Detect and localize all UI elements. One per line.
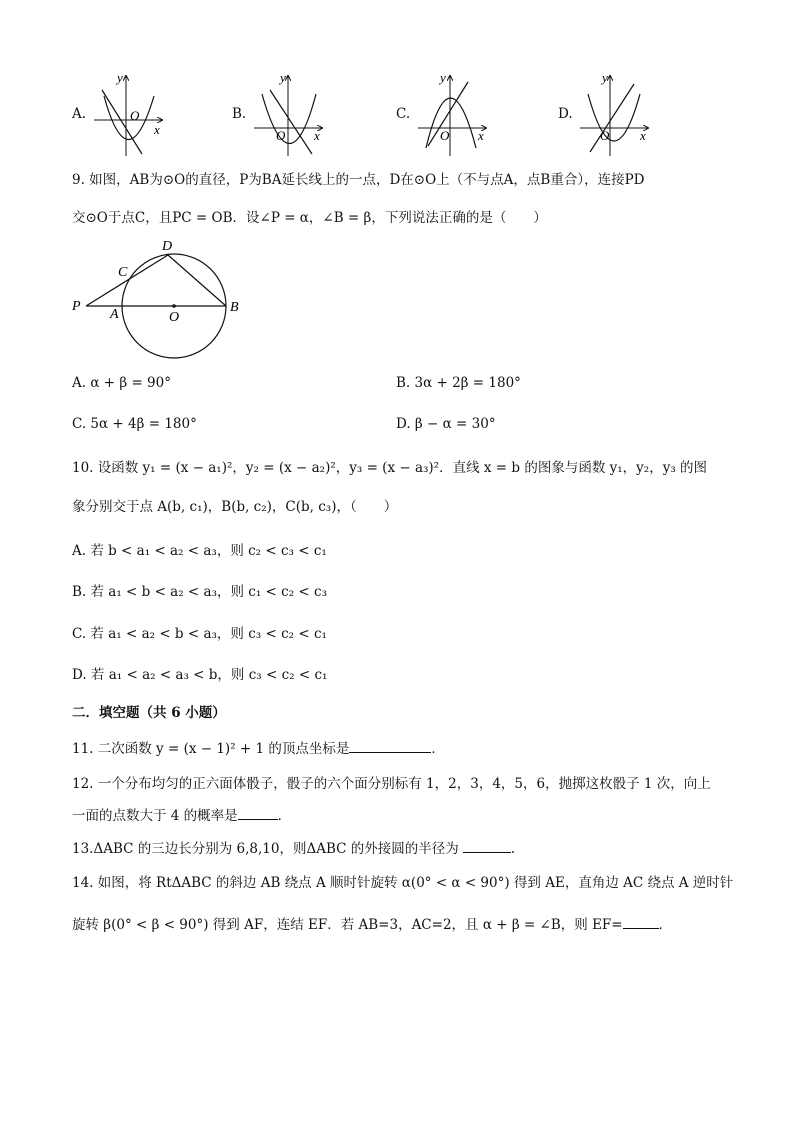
origin-label: O: [276, 128, 286, 143]
q13-answer-blank[interactable]: [463, 838, 511, 853]
line-pd: [86, 255, 168, 306]
q12-end: ．: [277, 808, 292, 824]
label-p: P: [72, 299, 81, 314]
q12-answer-blank[interactable]: [238, 805, 278, 820]
y-label: y: [280, 70, 286, 85]
label-b: B: [230, 300, 239, 315]
line: [270, 90, 312, 154]
q14-line1: 14. 如图，将 RtΔABC 的斜边 AB 绕点 A 顺时针旋转 α(0° < α < 90°) 得到 AE，直角边 AC 绕点 A 逆时针: [72, 875, 734, 891]
graph-option-b-label: B.: [232, 106, 247, 122]
label-o: O: [169, 310, 180, 325]
q12-line2: [72, 805, 291, 826]
q11-end: ．: [431, 741, 445, 757]
q13-text: 13.ΔABC 的三边长分别为 6,8,10，则ΔABC 的外接圆的半径为: [72, 841, 459, 857]
x-label: x: [478, 128, 484, 143]
q9-figure: [66, 236, 256, 364]
graph-option-b: [250, 68, 330, 158]
line-db: [168, 255, 226, 306]
q14-answer-blank[interactable]: [623, 914, 659, 929]
y-label: y: [117, 70, 123, 85]
q10-line2: 象分别交于点 A(b, c₁)，B(b, c₂)，C(b, c₃)，（ ）: [72, 499, 398, 515]
q9-option-b: B. 3α + 2β = 180°: [396, 375, 521, 391]
q10-option-d: D. 若 a₁ < a₂ < a₃ < b，则 c₃ < c₂ < c₁: [72, 667, 328, 683]
q10-option-a: A. 若 b < a₁ < a₂ < a₃，则 c₂ < c₃ < c₁: [72, 543, 327, 559]
origin-label: O: [130, 108, 140, 123]
center-dot: [172, 304, 176, 308]
q9-line2: 交⊙O于点C，且PC = OB．设∠P = α，∠B = β，下列说法正确的是（ ）: [72, 210, 547, 226]
q14-end: ．: [658, 917, 673, 933]
graph-option-d-label: D.: [558, 106, 573, 122]
label-a: A: [110, 307, 119, 322]
q9-option-c: C. 5α + 4β = 180°: [72, 416, 197, 432]
y-label: y: [440, 70, 446, 85]
x-label: x: [314, 128, 320, 143]
q10-line1: 10. 设函数 y₁ = (x − a₁)²，y₂ = (x − a₂)²，y₃ = (x − a₃)²．直线 x = b 的图象与函数 y₁，y₂，y₃ 的图: [72, 460, 708, 476]
q12-line1: 12. 一个分布均匀的正六面体骰子，骰子的六个面分别标有 1，2，3，4，5，6，抛掷这枚骰子 1 次，向上: [72, 776, 711, 792]
graph-option-d: [576, 68, 656, 158]
graph-option-c: [414, 68, 494, 158]
q14-line2: [72, 914, 672, 935]
parabola: [588, 94, 640, 141]
q13-end: .: [510, 841, 516, 857]
q9-option-d: D. β − α = 30°: [396, 416, 496, 432]
q12-text: 一面的点数大于 4 的概率是: [72, 808, 238, 824]
q10-option-b: B. 若 a₁ < b < a₂ < a₃，则 c₁ < c₂ < c₃: [72, 584, 327, 600]
graph-option-a: [90, 68, 170, 158]
section-heading: 二．填空题（共 6 小题）: [72, 705, 226, 721]
origin-label: O: [600, 128, 610, 143]
label-d: D: [162, 239, 173, 254]
graph-option-a-label: A.: [72, 106, 87, 122]
q13: [72, 838, 515, 859]
x-label: x: [154, 122, 160, 137]
q11-answer-blank[interactable]: [349, 738, 431, 753]
graph-option-c-label: C.: [396, 106, 411, 122]
q11-text: 11. 二次函数 y = (x − 1)² + 1 的顶点坐标是: [72, 741, 350, 757]
x-label: x: [640, 128, 646, 143]
q9-option-a: A. α + β = 90°: [72, 375, 171, 391]
q14-text: 旋转 β(0° < β < 90°) 得到 AF，连结 EF．若 AB=3，AC=2，且 α + β = ∠B，则 EF=: [72, 917, 623, 933]
y-label: y: [602, 70, 608, 85]
parabola: [426, 98, 476, 148]
origin-label: O: [440, 128, 450, 143]
q10-option-c: C. 若 a₁ < a₂ < b < a₃，则 c₃ < c₂ < c₁: [72, 626, 327, 642]
line: [590, 84, 634, 152]
q9-line1: 9. 如图，AB为⊙O的直径，P为BA延长线上的一点，D在⊙O上（不与点A，点B重合），连接PD: [72, 172, 645, 188]
q11: [72, 738, 445, 759]
label-c: C: [118, 265, 128, 280]
